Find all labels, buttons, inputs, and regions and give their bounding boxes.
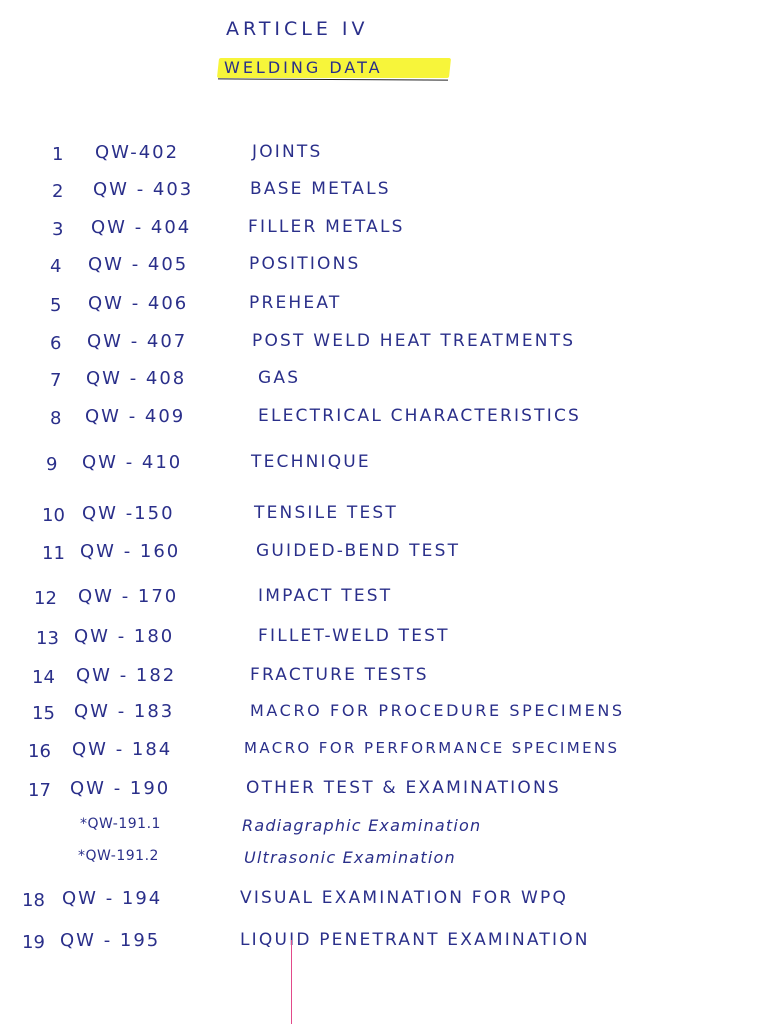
item-description: GAS — [258, 368, 301, 388]
list-item — [0, 295, 768, 325]
list-item — [0, 890, 768, 920]
item-number: 3 — [52, 219, 64, 240]
list-item — [0, 932, 768, 962]
item-code: QW - 160 — [80, 541, 181, 562]
item-number: 7 — [50, 370, 62, 391]
list-item — [0, 703, 768, 733]
item-code: QW - 406 — [88, 293, 189, 314]
item-number: 1 — [52, 144, 64, 165]
item-code: QW - 170 — [78, 586, 179, 607]
item-number: 12 — [34, 588, 57, 609]
item-code: QW - 180 — [74, 626, 175, 647]
sub-list-item — [0, 818, 768, 848]
item-description: FRACTURE TESTS — [250, 665, 429, 685]
item-description: MACRO FOR PERFORMANCE SPECIMENS — [244, 739, 620, 757]
item-code: *QW-191.1 — [80, 816, 161, 832]
item-number: 10 — [42, 505, 65, 526]
item-code: QW - 183 — [74, 701, 175, 722]
list-item — [0, 505, 768, 535]
item-number: 19 — [22, 932, 45, 953]
item-number: 16 — [28, 741, 51, 762]
item-code: QW - 404 — [91, 217, 192, 238]
item-code: QW - 403 — [93, 179, 194, 200]
item-description: ELECTRICAL CHARACTERISTICS — [258, 406, 582, 426]
item-description: POST WELD HEAT TREATMENTS — [252, 331, 576, 351]
item-description: POSITIONS — [249, 254, 361, 274]
item-description: FILLET-WELD TEST — [258, 626, 450, 646]
item-number: 6 — [50, 333, 62, 354]
item-number: 2 — [52, 181, 64, 202]
item-code: *QW-191.2 — [78, 848, 159, 864]
margin-line — [291, 940, 292, 1024]
item-number: 4 — [50, 256, 62, 277]
item-number: 11 — [42, 543, 65, 564]
list-item — [0, 333, 768, 363]
item-number: 15 — [32, 703, 55, 724]
item-description: TENSILE TEST — [254, 503, 398, 523]
list-item — [0, 543, 768, 573]
item-code: QW - 190 — [70, 778, 171, 799]
item-code: QW - 408 — [86, 368, 187, 389]
list-item — [0, 370, 768, 400]
list-item — [0, 667, 768, 697]
subtitle-underline — [218, 78, 448, 80]
item-description: GUIDED-BEND TEST — [256, 541, 461, 561]
list-item — [0, 144, 768, 174]
item-number: 14 — [32, 667, 55, 688]
list-item — [0, 628, 768, 658]
list-item — [0, 181, 768, 211]
list-item — [0, 408, 768, 438]
list-item — [0, 219, 768, 249]
item-code: QW - 410 — [82, 452, 183, 473]
item-code: QW - 407 — [87, 331, 188, 352]
subtitle-block — [218, 56, 450, 82]
item-description: Ultrasonic Examination — [244, 848, 456, 867]
item-code: QW - 195 — [60, 930, 161, 951]
item-code: QW - 184 — [72, 739, 173, 760]
item-code: QW - 409 — [85, 406, 186, 427]
item-number: 13 — [36, 628, 59, 649]
item-description: OTHER TEST & EXAMINATIONS — [246, 778, 561, 798]
item-description: TECHNIQUE — [251, 452, 371, 472]
item-number: 5 — [50, 295, 62, 316]
item-code: QW -150 — [82, 503, 175, 524]
item-description: IMPACT TEST — [258, 586, 393, 606]
item-description: LIQUID PENETRANT EXAMINATION — [240, 930, 590, 950]
list-item — [0, 588, 768, 618]
item-description: BASE METALS — [250, 179, 391, 199]
list-item — [0, 741, 768, 771]
item-description: MACRO FOR PROCEDURE SPECIMENS — [250, 701, 625, 720]
sub-list-item — [0, 850, 768, 880]
item-number: 18 — [22, 890, 45, 911]
item-code: QW-402 — [95, 142, 180, 163]
list-item — [0, 256, 768, 286]
subtitle: WELDING DATA — [224, 58, 383, 77]
item-number: 9 — [46, 454, 58, 475]
item-code: QW - 182 — [76, 665, 177, 686]
list-item — [0, 780, 768, 810]
item-code: QW - 194 — [62, 888, 163, 909]
item-description: JOINTS — [252, 142, 323, 162]
item-code: QW - 405 — [88, 254, 189, 275]
item-description: PREHEAT — [249, 293, 342, 313]
item-number: 8 — [50, 408, 62, 429]
item-number: 17 — [28, 780, 51, 801]
item-description: FILLER METALS — [248, 217, 405, 237]
item-description: VISUAL EXAMINATION FOR WPQ — [240, 888, 569, 908]
article-title: ARTICLE IV — [226, 18, 369, 40]
item-description: Radiagraphic Examination — [242, 816, 482, 835]
list-item — [0, 454, 768, 484]
